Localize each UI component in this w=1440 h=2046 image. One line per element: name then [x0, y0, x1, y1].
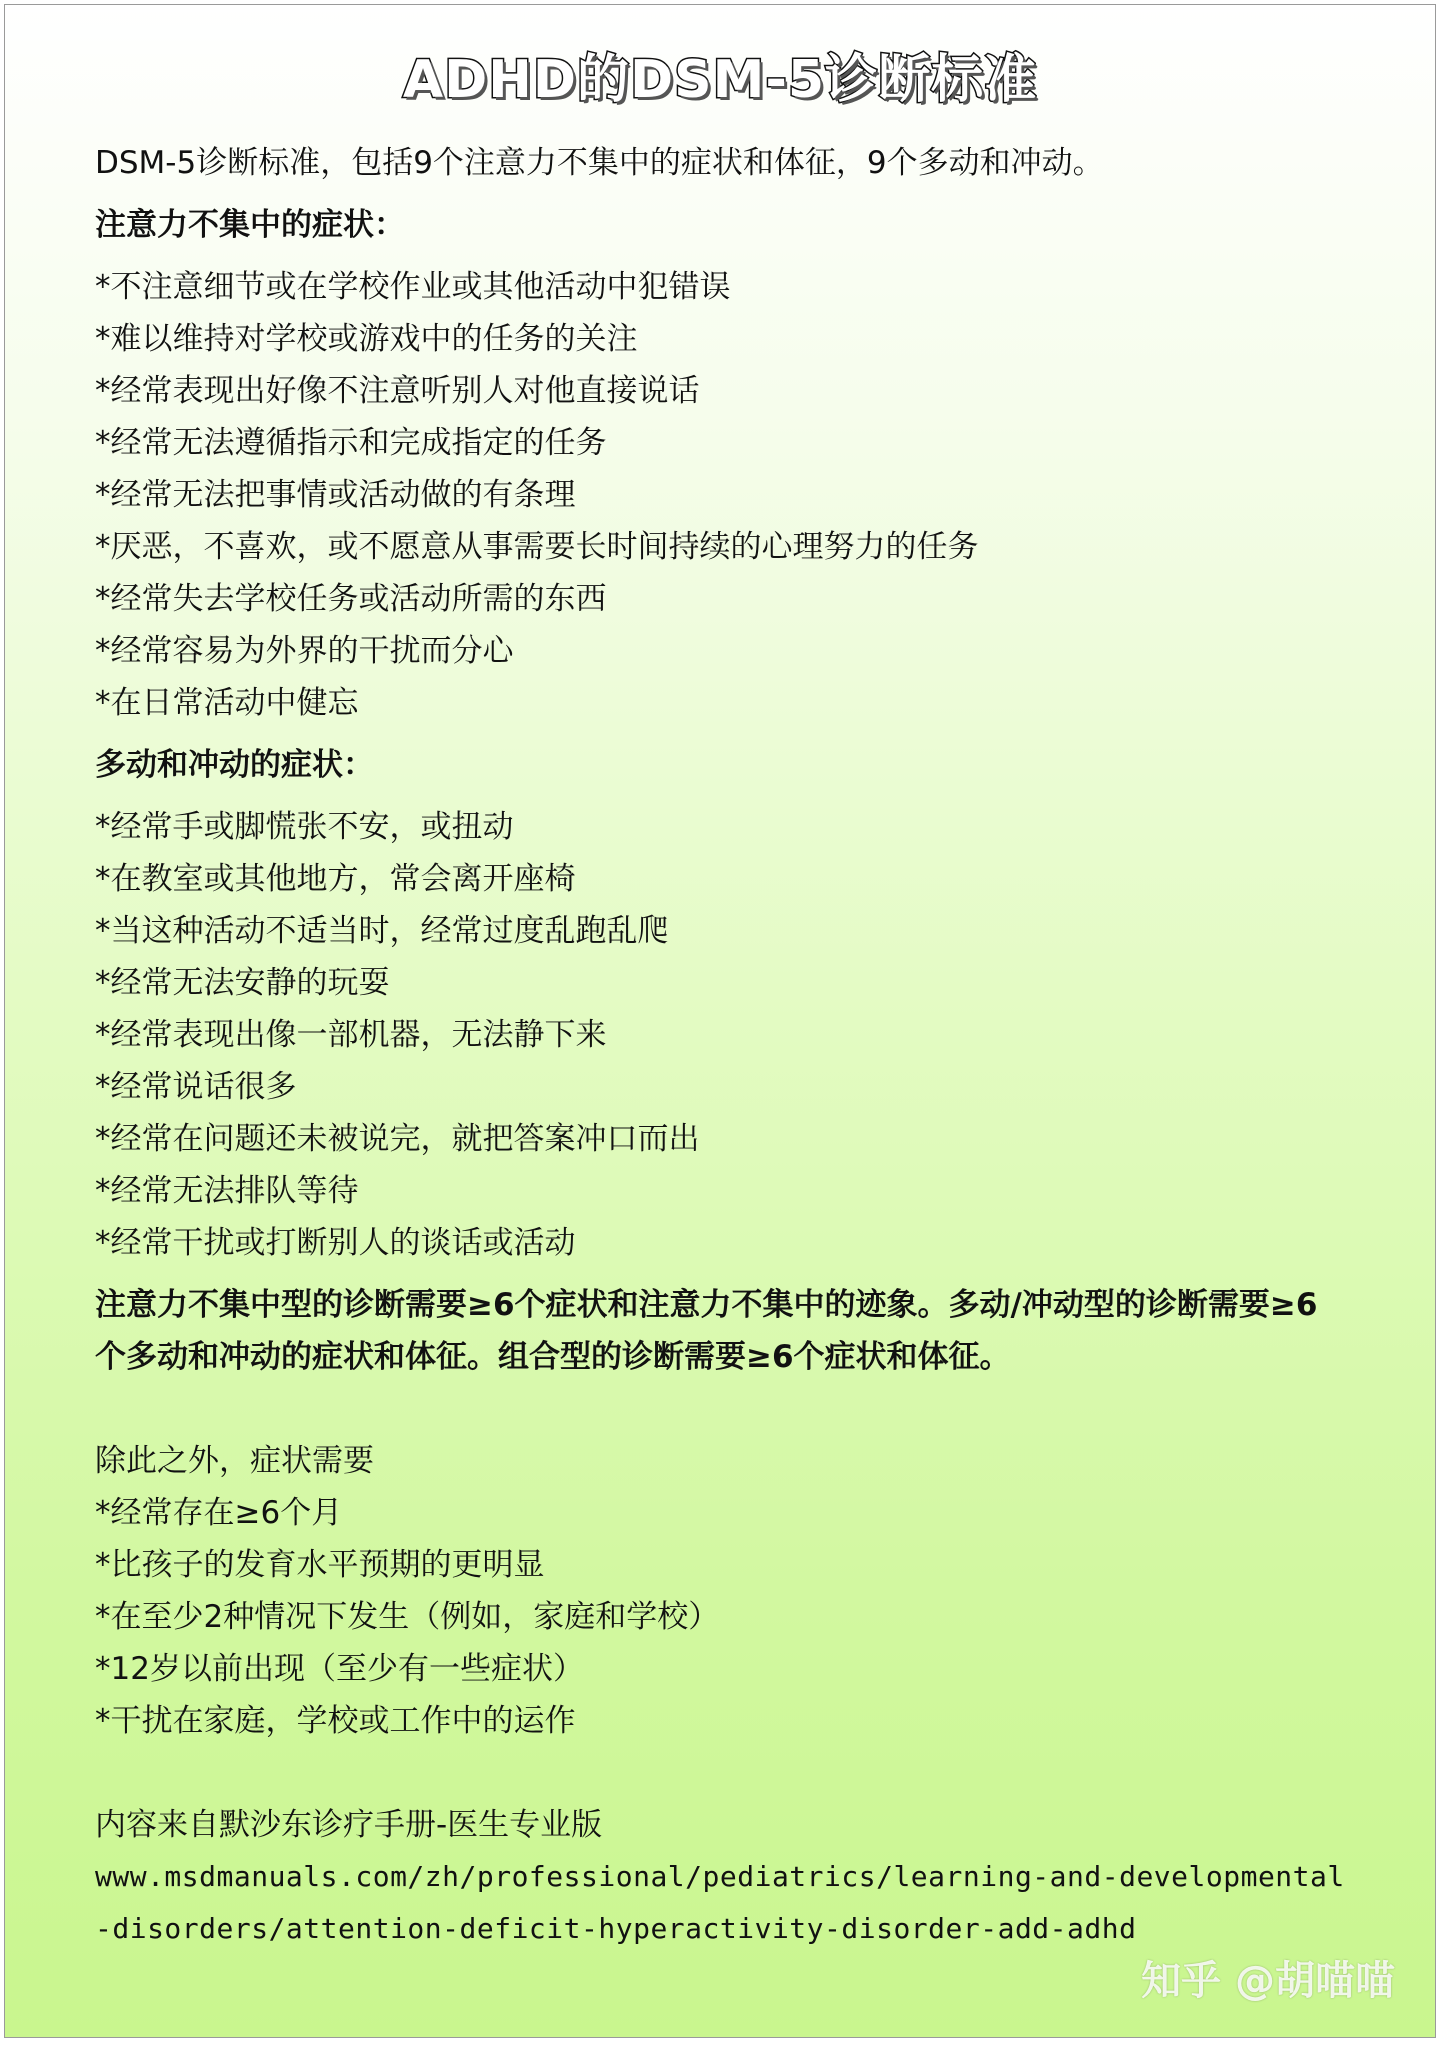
source-url: www.msdmanuals.com/zh/professional/pediatrics/learning-and-developmental-disorders/attention-deficit-hyperactivity-disorder-add-adhd [95, 1860, 1345, 1945]
inattention-item: *经常失去学校任务或活动所需的东西 [95, 581, 607, 617]
requirement-item: *12岁以前出现（至少有一些症状） [95, 1651, 584, 1687]
source-label: 内容来自默沙东诊疗手册-医生专业版 [95, 1807, 603, 1843]
requirement-item: *在至少2种情况下发生（例如，家庭和学校） [95, 1599, 720, 1635]
hyperactivity-item: *经常说话很多 [95, 1069, 297, 1105]
requirement-item: *经常存在≥6个月 [95, 1495, 343, 1531]
document-page [4, 4, 1436, 2038]
hyperactivity-item: *在教室或其他地方，常会离开座椅 [95, 861, 576, 897]
page-title: ADHD的DSM-5诊断标准 [402, 50, 1038, 110]
inattention-item: *在日常活动中健忘 [95, 685, 359, 721]
hyperactivity-item: *经常干扰或打断别人的谈话或活动 [95, 1225, 576, 1261]
hyperactivity-list [95, 801, 1345, 1269]
requirements-list [95, 1487, 1345, 1747]
intro-text: DSM-5诊断标准，包括9个注意力不集中的症状和体征，9个多动和冲动。 [95, 145, 1104, 181]
requirement-item: *干扰在家庭，学校或工作中的运作 [95, 1703, 576, 1739]
inattention-item: *厌恶，不喜欢，或不愿意从事需要长时间持续的心理努力的任务 [95, 529, 979, 565]
inattention-item: *难以维持对学校或游戏中的任务的关注 [95, 321, 638, 357]
inattention-item: *经常表现出好像不注意听别人对他直接说话 [95, 373, 700, 409]
inattention-item: *不注意细节或在学校作业或其他活动中犯错误 [95, 269, 731, 305]
hyperactivity-item: *当这种活动不适当时，经常过度乱跑乱爬 [95, 913, 669, 949]
hyperactivity-item: *经常手或脚慌张不安，或扭动 [95, 809, 514, 845]
inattention-heading: 注意力不集中的症状： [95, 207, 405, 243]
inattention-list [95, 261, 1345, 729]
inattention-item: *经常无法把事情或活动做的有条理 [95, 477, 576, 513]
inattention-item: *经常容易为外界的干扰而分心 [95, 633, 514, 669]
requirements-lead: 除此之外，症状需要 [95, 1443, 374, 1479]
requirement-item: *比孩子的发育水平预期的更明显 [95, 1547, 545, 1583]
hyperactivity-item: *经常无法排队等待 [95, 1173, 359, 1209]
hyperactivity-item: *经常无法安静的玩耍 [95, 965, 390, 1001]
hyperactivity-item: *经常在问题还未被说完，就把答案冲口而出 [95, 1121, 700, 1157]
hyperactivity-item: *经常表现出像一部机器，无法静下来 [95, 1017, 607, 1053]
watermark: 知乎 @胡喵喵 [1141, 1958, 1395, 2004]
content-body [95, 137, 1345, 1955]
inattention-item: *经常无法遵循指示和完成指定的任务 [95, 425, 607, 461]
diagnosis-conclusion: 注意力不集中型的诊断需要≥6个症状和注意力不集中的迹象。多动/冲动型的诊断需要≥6个多动和冲动的症状和体征。组合型的诊断需要≥6个症状和体征。 [95, 1287, 1318, 1375]
hyperactivity-heading: 多动和冲动的症状： [95, 747, 374, 783]
